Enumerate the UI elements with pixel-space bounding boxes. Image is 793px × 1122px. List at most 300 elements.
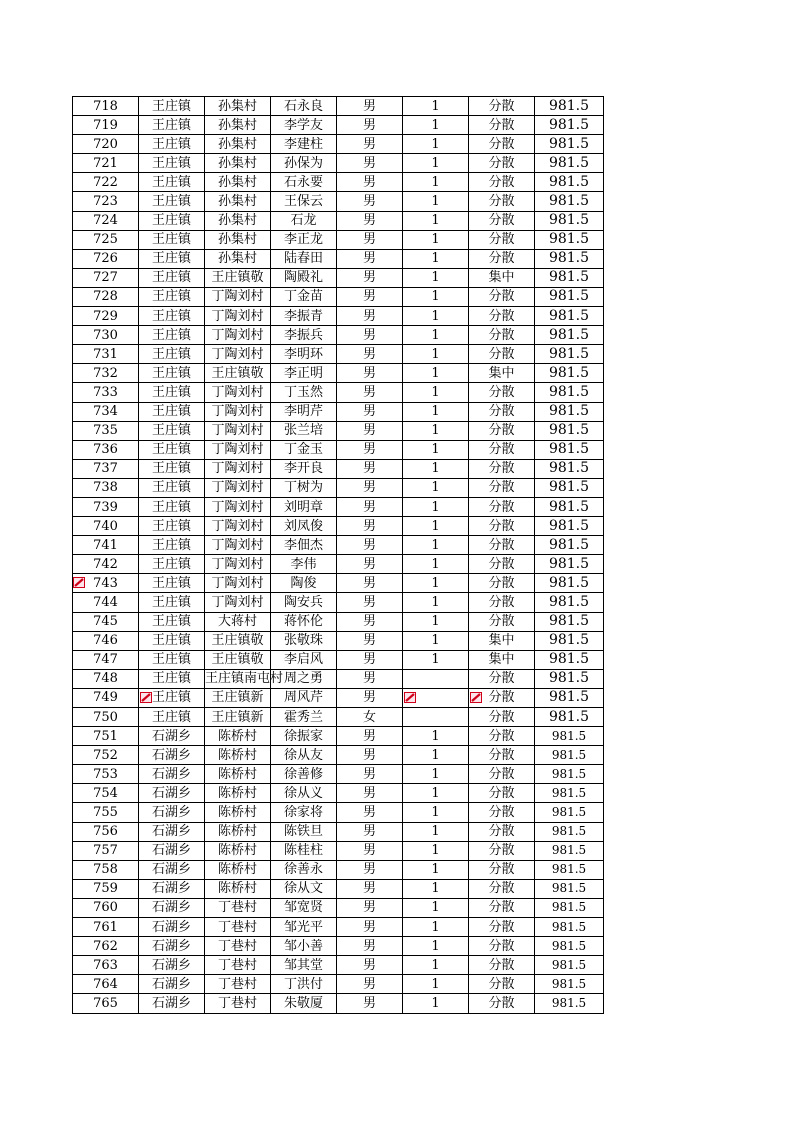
village-cell[interactable]: 丁陶刘村 xyxy=(205,307,271,326)
name-cell[interactable]: 刘明章 xyxy=(271,497,337,516)
sex-cell[interactable]: 男 xyxy=(337,249,403,268)
sex-cell[interactable]: 男 xyxy=(337,536,403,555)
name-cell[interactable]: 石龙 xyxy=(271,211,337,230)
comment-flag-icon[interactable] xyxy=(140,692,152,703)
town-cell[interactable]: 王庄镇 xyxy=(139,440,205,459)
town-cell[interactable]: 石湖乡 xyxy=(139,879,205,898)
row-number-cell[interactable]: 764 xyxy=(73,975,139,994)
sex-cell[interactable]: 男 xyxy=(337,135,403,154)
amount-cell[interactable]: 981.5 xyxy=(535,421,604,440)
amount-cell[interactable]: 981.5 xyxy=(535,879,604,898)
amount-cell[interactable]: 981.5 xyxy=(535,116,604,135)
count-cell[interactable] xyxy=(403,688,469,707)
mode-cell[interactable]: 分散 xyxy=(469,555,535,574)
village-cell[interactable]: 陈桥村 xyxy=(205,841,271,860)
name-cell[interactable]: 丁金玉 xyxy=(271,440,337,459)
sex-cell[interactable]: 男 xyxy=(337,459,403,478)
mode-cell[interactable]: 分散 xyxy=(469,956,535,975)
name-cell[interactable]: 李明环 xyxy=(271,345,337,364)
amount-cell[interactable]: 981.5 xyxy=(535,803,604,822)
town-cell[interactable]: 王庄镇 xyxy=(139,631,205,650)
row-number-cell[interactable]: 724 xyxy=(73,211,139,230)
village-cell[interactable]: 丁陶刘村 xyxy=(205,593,271,612)
name-cell[interactable]: 徐从友 xyxy=(271,746,337,765)
name-cell[interactable]: 徐善永 xyxy=(271,860,337,879)
amount-cell[interactable]: 981.5 xyxy=(535,307,604,326)
mode-cell[interactable]: 分散 xyxy=(469,517,535,536)
row-number-cell[interactable]: 741 xyxy=(73,536,139,555)
row-number-cell[interactable]: 763 xyxy=(73,956,139,975)
amount-cell[interactable]: 981.5 xyxy=(535,383,604,402)
sex-cell[interactable]: 男 xyxy=(337,555,403,574)
row-number-cell[interactable]: 735 xyxy=(73,421,139,440)
count-cell[interactable]: 1 xyxy=(403,898,469,917)
name-cell[interactable]: 陈铁旦 xyxy=(271,822,337,841)
village-cell[interactable]: 孙集村 xyxy=(205,249,271,268)
mode-cell[interactable]: 分散 xyxy=(469,669,535,688)
town-cell[interactable]: 王庄镇 xyxy=(139,383,205,402)
count-cell[interactable]: 1 xyxy=(403,497,469,516)
sex-cell[interactable]: 男 xyxy=(337,631,403,650)
sex-cell[interactable]: 男 xyxy=(337,116,403,135)
mode-cell[interactable]: 分散 xyxy=(469,918,535,937)
mode-cell[interactable]: 分散 xyxy=(469,593,535,612)
row-number-cell[interactable]: 722 xyxy=(73,173,139,192)
name-cell[interactable]: 陶殿礼 xyxy=(271,268,337,287)
row-number-cell[interactable]: 752 xyxy=(73,746,139,765)
village-cell[interactable]: 王庄镇新 xyxy=(205,708,271,727)
sex-cell[interactable]: 男 xyxy=(337,841,403,860)
village-cell[interactable]: 丁陶刘村 xyxy=(205,345,271,364)
village-cell[interactable]: 丁巷村 xyxy=(205,898,271,917)
amount-cell[interactable]: 981.5 xyxy=(535,898,604,917)
mode-cell[interactable]: 分散 xyxy=(469,860,535,879)
town-cell[interactable]: 石湖乡 xyxy=(139,765,205,784)
town-cell[interactable]: 王庄镇 xyxy=(139,211,205,230)
town-cell[interactable]: 王庄镇 xyxy=(139,345,205,364)
name-cell[interactable]: 李正明 xyxy=(271,364,337,383)
count-cell[interactable]: 1 xyxy=(403,593,469,612)
row-number-cell[interactable]: 760 xyxy=(73,898,139,917)
name-cell[interactable]: 周之勇 xyxy=(271,669,337,688)
town-cell[interactable]: 石湖乡 xyxy=(139,784,205,803)
village-cell[interactable]: 丁陶刘村 xyxy=(205,383,271,402)
name-cell[interactable]: 孙保为 xyxy=(271,154,337,173)
name-cell[interactable]: 邹其堂 xyxy=(271,956,337,975)
village-cell[interactable]: 孙集村 xyxy=(205,173,271,192)
count-cell[interactable]: 1 xyxy=(403,116,469,135)
count-cell[interactable]: 1 xyxy=(403,192,469,211)
town-cell[interactable]: 王庄镇 xyxy=(139,478,205,497)
mode-cell[interactable]: 分散 xyxy=(469,784,535,803)
town-cell[interactable]: 王庄镇 xyxy=(139,402,205,421)
count-cell[interactable]: 1 xyxy=(403,440,469,459)
name-cell[interactable]: 张敬珠 xyxy=(271,631,337,650)
sex-cell[interactable]: 男 xyxy=(337,803,403,822)
village-cell[interactable]: 大蒋村 xyxy=(205,612,271,631)
village-cell[interactable]: 丁陶刘村 xyxy=(205,459,271,478)
row-number-cell[interactable]: 723 xyxy=(73,192,139,211)
village-cell[interactable]: 丁陶刘村 xyxy=(205,287,271,306)
name-cell[interactable]: 丁洪付 xyxy=(271,975,337,994)
name-cell[interactable]: 李伟 xyxy=(271,555,337,574)
mode-cell[interactable]: 分散 xyxy=(469,746,535,765)
mode-cell[interactable]: 分散 xyxy=(469,287,535,306)
mode-cell[interactable]: 分散 xyxy=(469,803,535,822)
amount-cell[interactable]: 981.5 xyxy=(535,593,604,612)
mode-cell[interactable]: 分散 xyxy=(469,135,535,154)
amount-cell[interactable]: 981.5 xyxy=(535,135,604,154)
sex-cell[interactable]: 男 xyxy=(337,650,403,669)
sex-cell[interactable]: 男 xyxy=(337,727,403,746)
amount-cell[interactable]: 981.5 xyxy=(535,249,604,268)
amount-cell[interactable]: 981.5 xyxy=(535,536,604,555)
row-number-cell[interactable]: 753 xyxy=(73,765,139,784)
count-cell[interactable]: 1 xyxy=(403,631,469,650)
name-cell[interactable]: 刘凤俊 xyxy=(271,517,337,536)
name-cell[interactable]: 邹光平 xyxy=(271,918,337,937)
amount-cell[interactable]: 981.5 xyxy=(535,555,604,574)
count-cell[interactable]: 1 xyxy=(403,860,469,879)
town-cell[interactable]: 王庄镇 xyxy=(139,650,205,669)
row-number-cell[interactable]: 758 xyxy=(73,860,139,879)
count-cell[interactable]: 1 xyxy=(403,249,469,268)
row-number-cell[interactable]: 745 xyxy=(73,612,139,631)
mode-cell[interactable]: 集中 xyxy=(469,268,535,287)
amount-cell[interactable]: 981.5 xyxy=(535,765,604,784)
town-cell[interactable]: 石湖乡 xyxy=(139,727,205,746)
amount-cell[interactable]: 981.5 xyxy=(535,574,604,593)
village-cell[interactable]: 丁巷村 xyxy=(205,956,271,975)
name-cell[interactable]: 徐从文 xyxy=(271,879,337,898)
village-cell[interactable]: 丁陶刘村 xyxy=(205,402,271,421)
row-number-cell[interactable]: 751 xyxy=(73,727,139,746)
sex-cell[interactable]: 男 xyxy=(337,822,403,841)
name-cell[interactable]: 霍秀兰 xyxy=(271,708,337,727)
count-cell[interactable]: 1 xyxy=(403,612,469,631)
count-cell[interactable]: 1 xyxy=(403,956,469,975)
mode-cell[interactable]: 分散 xyxy=(469,478,535,497)
count-cell[interactable]: 1 xyxy=(403,555,469,574)
village-cell[interactable]: 孙集村 xyxy=(205,97,271,116)
count-cell[interactable]: 1 xyxy=(403,211,469,230)
count-cell[interactable]: 1 xyxy=(403,574,469,593)
amount-cell[interactable]: 981.5 xyxy=(535,784,604,803)
village-cell[interactable]: 王庄镇新 xyxy=(205,688,271,707)
town-cell[interactable]: 王庄镇 xyxy=(139,326,205,345)
row-number-cell[interactable]: 744 xyxy=(73,593,139,612)
town-cell[interactable]: 王庄镇 xyxy=(139,307,205,326)
village-cell[interactable]: 陈桥村 xyxy=(205,784,271,803)
row-number-cell[interactable]: 731 xyxy=(73,345,139,364)
sex-cell[interactable]: 男 xyxy=(337,746,403,765)
sex-cell[interactable]: 男 xyxy=(337,860,403,879)
row-number-cell[interactable]: 747 xyxy=(73,650,139,669)
name-cell[interactable]: 李学友 xyxy=(271,116,337,135)
row-number-cell[interactable]: 755 xyxy=(73,803,139,822)
row-number-cell[interactable]: 736 xyxy=(73,440,139,459)
sex-cell[interactable]: 男 xyxy=(337,154,403,173)
amount-cell[interactable]: 981.5 xyxy=(535,497,604,516)
amount-cell[interactable]: 981.5 xyxy=(535,173,604,192)
row-number-cell[interactable]: 725 xyxy=(73,230,139,249)
mode-cell[interactable]: 集中 xyxy=(469,631,535,650)
village-cell[interactable]: 丁巷村 xyxy=(205,937,271,956)
mode-cell[interactable]: 分散 xyxy=(469,765,535,784)
sex-cell[interactable]: 男 xyxy=(337,574,403,593)
amount-cell[interactable]: 981.5 xyxy=(535,956,604,975)
village-cell[interactable]: 丁陶刘村 xyxy=(205,497,271,516)
sex-cell[interactable]: 男 xyxy=(337,937,403,956)
sex-cell[interactable]: 男 xyxy=(337,478,403,497)
mode-cell[interactable]: 分散 xyxy=(469,326,535,345)
mode-cell[interactable]: 分散 xyxy=(469,440,535,459)
mode-cell[interactable]: 分散 xyxy=(469,898,535,917)
mode-cell[interactable]: 分散 xyxy=(469,211,535,230)
amount-cell[interactable]: 981.5 xyxy=(535,440,604,459)
amount-cell[interactable]: 981.5 xyxy=(535,937,604,956)
count-cell[interactable]: 1 xyxy=(403,402,469,421)
mode-cell[interactable]: 分散 xyxy=(469,402,535,421)
amount-cell[interactable]: 981.5 xyxy=(535,364,604,383)
name-cell[interactable]: 陶安兵 xyxy=(271,593,337,612)
mode-cell[interactable]: 集中 xyxy=(469,364,535,383)
name-cell[interactable]: 周风芹 xyxy=(271,688,337,707)
mode-cell[interactable]: 分散 xyxy=(469,879,535,898)
village-cell[interactable]: 陈桥村 xyxy=(205,860,271,879)
mode-cell[interactable]: 分散 xyxy=(469,230,535,249)
name-cell[interactable]: 李明芹 xyxy=(271,402,337,421)
row-number-cell[interactable]: 739 xyxy=(73,497,139,516)
name-cell[interactable]: 徐振家 xyxy=(271,727,337,746)
count-cell[interactable]: 1 xyxy=(403,135,469,154)
name-cell[interactable]: 石永良 xyxy=(271,97,337,116)
mode-cell[interactable]: 分散 xyxy=(469,975,535,994)
amount-cell[interactable]: 981.5 xyxy=(535,708,604,727)
amount-cell[interactable]: 981.5 xyxy=(535,230,604,249)
town-cell[interactable]: 王庄镇 xyxy=(139,669,205,688)
count-cell[interactable]: 1 xyxy=(403,994,469,1013)
sex-cell[interactable]: 男 xyxy=(337,173,403,192)
mode-cell[interactable]: 分散 xyxy=(469,727,535,746)
mode-cell[interactable]: 分散 xyxy=(469,421,535,440)
town-cell[interactable]: 王庄镇 xyxy=(139,421,205,440)
town-cell[interactable]: 石湖乡 xyxy=(139,994,205,1013)
comment-flag-icon[interactable] xyxy=(404,692,416,703)
row-number-cell[interactable]: 761 xyxy=(73,918,139,937)
village-cell[interactable]: 陈桥村 xyxy=(205,746,271,765)
row-number-cell[interactable]: 728 xyxy=(73,287,139,306)
name-cell[interactable]: 蒋怀伦 xyxy=(271,612,337,631)
row-number-cell[interactable]: 726 xyxy=(73,249,139,268)
town-cell[interactable]: 王庄镇 xyxy=(139,116,205,135)
town-cell[interactable]: 王庄镇 xyxy=(139,688,205,707)
town-cell[interactable]: 王庄镇 xyxy=(139,364,205,383)
name-cell[interactable]: 李振青 xyxy=(271,307,337,326)
sex-cell[interactable]: 男 xyxy=(337,688,403,707)
amount-cell[interactable]: 981.5 xyxy=(535,994,604,1013)
count-cell[interactable]: 1 xyxy=(403,536,469,555)
row-number-cell[interactable]: 737 xyxy=(73,459,139,478)
sex-cell[interactable]: 男 xyxy=(337,956,403,975)
amount-cell[interactable]: 981.5 xyxy=(535,746,604,765)
town-cell[interactable]: 王庄镇 xyxy=(139,173,205,192)
sex-cell[interactable]: 男 xyxy=(337,784,403,803)
sex-cell[interactable]: 男 xyxy=(337,421,403,440)
count-cell[interactable]: 1 xyxy=(403,307,469,326)
mode-cell[interactable]: 分散 xyxy=(469,994,535,1013)
town-cell[interactable]: 石湖乡 xyxy=(139,860,205,879)
mode-cell[interactable]: 分散 xyxy=(469,708,535,727)
name-cell[interactable]: 陶俊 xyxy=(271,574,337,593)
village-cell[interactable]: 王庄镇敬 xyxy=(205,631,271,650)
count-cell[interactable]: 1 xyxy=(403,268,469,287)
town-cell[interactable]: 王庄镇 xyxy=(139,555,205,574)
town-cell[interactable]: 石湖乡 xyxy=(139,841,205,860)
name-cell[interactable]: 陈桂柱 xyxy=(271,841,337,860)
name-cell[interactable]: 李建柱 xyxy=(271,135,337,154)
amount-cell[interactable]: 981.5 xyxy=(535,326,604,345)
town-cell[interactable]: 石湖乡 xyxy=(139,937,205,956)
mode-cell[interactable]: 分散 xyxy=(469,497,535,516)
amount-cell[interactable]: 981.5 xyxy=(535,287,604,306)
mode-cell[interactable]: 分散 xyxy=(469,173,535,192)
name-cell[interactable]: 丁玉然 xyxy=(271,383,337,402)
sex-cell[interactable]: 男 xyxy=(337,345,403,364)
count-cell[interactable]: 1 xyxy=(403,746,469,765)
name-cell[interactable]: 李佃杰 xyxy=(271,536,337,555)
village-cell[interactable]: 丁陶刘村 xyxy=(205,440,271,459)
row-number-cell[interactable]: 765 xyxy=(73,994,139,1013)
sex-cell[interactable]: 男 xyxy=(337,497,403,516)
town-cell[interactable]: 石湖乡 xyxy=(139,975,205,994)
count-cell[interactable]: 1 xyxy=(403,154,469,173)
sex-cell[interactable]: 男 xyxy=(337,230,403,249)
village-cell[interactable]: 丁陶刘村 xyxy=(205,421,271,440)
amount-cell[interactable]: 981.5 xyxy=(535,688,604,707)
town-cell[interactable]: 王庄镇 xyxy=(139,612,205,631)
row-number-cell[interactable]: 743 xyxy=(73,574,139,593)
mode-cell[interactable]: 分散 xyxy=(469,97,535,116)
village-cell[interactable]: 孙集村 xyxy=(205,154,271,173)
sex-cell[interactable]: 男 xyxy=(337,440,403,459)
name-cell[interactable]: 李振兵 xyxy=(271,326,337,345)
row-number-cell[interactable]: 730 xyxy=(73,326,139,345)
count-cell[interactable]: 1 xyxy=(403,879,469,898)
village-cell[interactable]: 孙集村 xyxy=(205,211,271,230)
count-cell[interactable]: 1 xyxy=(403,326,469,345)
row-number-cell[interactable]: 734 xyxy=(73,402,139,421)
name-cell[interactable]: 李开良 xyxy=(271,459,337,478)
town-cell[interactable]: 王庄镇 xyxy=(139,154,205,173)
sex-cell[interactable]: 男 xyxy=(337,669,403,688)
town-cell[interactable]: 石湖乡 xyxy=(139,822,205,841)
count-cell[interactable]: 1 xyxy=(403,918,469,937)
town-cell[interactable]: 王庄镇 xyxy=(139,536,205,555)
name-cell[interactable]: 徐家将 xyxy=(271,803,337,822)
amount-cell[interactable]: 981.5 xyxy=(535,402,604,421)
amount-cell[interactable]: 981.5 xyxy=(535,860,604,879)
sex-cell[interactable]: 男 xyxy=(337,307,403,326)
mode-cell[interactable]: 分散 xyxy=(469,536,535,555)
count-cell[interactable]: 1 xyxy=(403,975,469,994)
town-cell[interactable]: 王庄镇 xyxy=(139,708,205,727)
mode-cell[interactable]: 分散 xyxy=(469,612,535,631)
mode-cell[interactable]: 分散 xyxy=(469,822,535,841)
name-cell[interactable]: 丁金苗 xyxy=(271,287,337,306)
amount-cell[interactable]: 981.5 xyxy=(535,459,604,478)
town-cell[interactable]: 王庄镇 xyxy=(139,192,205,211)
count-cell[interactable]: 1 xyxy=(403,459,469,478)
village-cell[interactable]: 丁陶刘村 xyxy=(205,517,271,536)
amount-cell[interactable]: 981.5 xyxy=(535,631,604,650)
village-cell[interactable]: 陈桥村 xyxy=(205,822,271,841)
amount-cell[interactable]: 981.5 xyxy=(535,650,604,669)
count-cell[interactable]: 1 xyxy=(403,517,469,536)
town-cell[interactable]: 王庄镇 xyxy=(139,497,205,516)
amount-cell[interactable]: 981.5 xyxy=(535,97,604,116)
amount-cell[interactable]: 981.5 xyxy=(535,345,604,364)
village-cell[interactable]: 丁陶刘村 xyxy=(205,478,271,497)
count-cell[interactable] xyxy=(403,708,469,727)
sex-cell[interactable]: 男 xyxy=(337,975,403,994)
mode-cell[interactable]: 分散 xyxy=(469,688,535,707)
comment-flag-icon[interactable] xyxy=(73,577,85,588)
name-cell[interactable]: 朱敬厦 xyxy=(271,994,337,1013)
amount-cell[interactable]: 981.5 xyxy=(535,517,604,536)
name-cell[interactable]: 邹小善 xyxy=(271,937,337,956)
count-cell[interactable]: 1 xyxy=(403,803,469,822)
mode-cell[interactable]: 分散 xyxy=(469,937,535,956)
sex-cell[interactable]: 男 xyxy=(337,898,403,917)
name-cell[interactable]: 徐善修 xyxy=(271,765,337,784)
village-cell[interactable]: 孙集村 xyxy=(205,192,271,211)
amount-cell[interactable]: 981.5 xyxy=(535,918,604,937)
town-cell[interactable]: 石湖乡 xyxy=(139,803,205,822)
row-number-cell[interactable]: 732 xyxy=(73,364,139,383)
amount-cell[interactable]: 981.5 xyxy=(535,975,604,994)
sex-cell[interactable]: 男 xyxy=(337,326,403,345)
town-cell[interactable]: 王庄镇 xyxy=(139,459,205,478)
amount-cell[interactable]: 981.5 xyxy=(535,211,604,230)
row-number-cell[interactable]: 718 xyxy=(73,97,139,116)
name-cell[interactable]: 李正龙 xyxy=(271,230,337,249)
sex-cell[interactable]: 男 xyxy=(337,517,403,536)
mode-cell[interactable]: 分散 xyxy=(469,116,535,135)
village-cell[interactable]: 陈桥村 xyxy=(205,727,271,746)
village-cell[interactable]: 丁巷村 xyxy=(205,994,271,1013)
village-cell[interactable]: 王庄镇南屯村 xyxy=(205,669,271,688)
sex-cell[interactable]: 男 xyxy=(337,612,403,631)
row-number-cell[interactable]: 754 xyxy=(73,784,139,803)
amount-cell[interactable]: 981.5 xyxy=(535,727,604,746)
town-cell[interactable]: 石湖乡 xyxy=(139,918,205,937)
count-cell[interactable]: 1 xyxy=(403,97,469,116)
count-cell[interactable]: 1 xyxy=(403,765,469,784)
sex-cell[interactable]: 男 xyxy=(337,994,403,1013)
row-number-cell[interactable]: 738 xyxy=(73,478,139,497)
town-cell[interactable]: 王庄镇 xyxy=(139,97,205,116)
mode-cell[interactable]: 分散 xyxy=(469,574,535,593)
count-cell[interactable]: 1 xyxy=(403,841,469,860)
sex-cell[interactable]: 男 xyxy=(337,765,403,784)
row-number-cell[interactable]: 733 xyxy=(73,383,139,402)
town-cell[interactable]: 王庄镇 xyxy=(139,249,205,268)
row-number-cell[interactable]: 762 xyxy=(73,937,139,956)
sex-cell[interactable]: 男 xyxy=(337,383,403,402)
village-cell[interactable]: 陈桥村 xyxy=(205,803,271,822)
sex-cell[interactable]: 男 xyxy=(337,593,403,612)
